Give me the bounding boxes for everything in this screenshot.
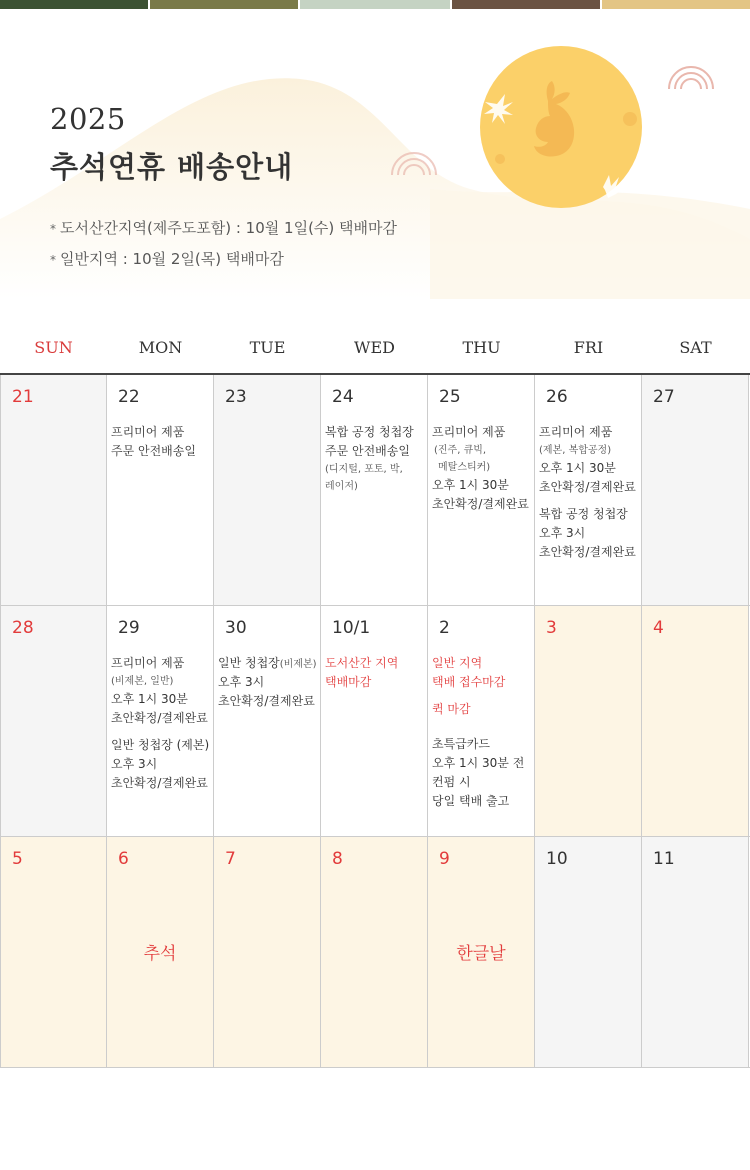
day-schedule xyxy=(218,654,318,711)
schedule-text: 오후 1시 30분 xyxy=(432,478,509,492)
weekday-sat: SAT xyxy=(679,338,712,357)
day-number: 24 xyxy=(332,387,354,407)
schedule-line xyxy=(432,459,532,476)
calendar-day xyxy=(214,606,321,836)
day-number: 28 xyxy=(12,618,34,638)
weekday-thu: THU xyxy=(462,338,501,357)
schedule-text: 오후 1시 30분 전 xyxy=(432,756,525,770)
schedule-line xyxy=(539,459,639,478)
day-schedule xyxy=(325,654,425,692)
schedule-text: 프리미어 제품 xyxy=(539,425,613,439)
calendar-grid xyxy=(0,373,750,1068)
day-number: 9 xyxy=(439,849,450,869)
schedule-text: 도서산간 지역 xyxy=(325,656,399,670)
weekday-fri: FRI xyxy=(573,338,604,357)
schedule-line xyxy=(325,478,425,495)
schedule-text: 초안확정/결제완료 xyxy=(111,711,208,725)
calendar-day xyxy=(214,375,321,605)
schedule-line xyxy=(432,442,532,459)
schedule-line xyxy=(539,505,639,524)
day-schedule xyxy=(111,654,211,793)
day-number: 3 xyxy=(546,618,557,638)
schedule-text: 오후 3시 xyxy=(218,675,265,689)
schedule-line xyxy=(432,735,532,754)
note-remote-area xyxy=(50,217,397,238)
schedule-line xyxy=(218,654,318,673)
asterisk-icon: * xyxy=(50,253,56,267)
schedule-text: 레이저) xyxy=(325,481,358,492)
schedule-line xyxy=(111,755,211,774)
day-schedule xyxy=(432,654,532,811)
schedule-line xyxy=(432,654,532,673)
day-number: 25 xyxy=(439,387,461,407)
schedule-line xyxy=(111,673,211,690)
schedule-text: 초안확정/결제완료 xyxy=(111,776,208,790)
schedule-text: 초안확정/결제완료 xyxy=(432,497,529,511)
schedule-text: 오후 1시 30분 xyxy=(539,461,616,475)
day-number: 5 xyxy=(12,849,23,869)
schedule-text: (디지털, 포토, 박, xyxy=(325,464,403,475)
schedule-line xyxy=(111,774,211,793)
schedule-text: 일반 청첩장 xyxy=(218,656,280,670)
weekday-tue: TUE xyxy=(249,338,286,357)
schedule-text: 오후 3시 xyxy=(111,757,158,771)
schedule-text: 당일 택배 출고 xyxy=(432,794,510,808)
spacer xyxy=(111,728,211,736)
schedule-text: 컨펌 시 xyxy=(432,775,471,789)
calendar-day xyxy=(107,375,214,605)
calendar-day xyxy=(642,606,749,836)
calendar-day xyxy=(321,606,428,836)
calendar-day xyxy=(107,606,214,836)
schedule-text: (비제본, 일반) xyxy=(111,676,174,687)
schedule-line xyxy=(432,773,532,792)
stripe xyxy=(0,0,148,9)
title-year: 2025 xyxy=(50,102,126,136)
stripe xyxy=(150,0,298,9)
schedule-text: 택배 접수마감 xyxy=(432,675,506,689)
stripe xyxy=(452,0,600,9)
schedule-line xyxy=(432,700,532,719)
day-schedule xyxy=(111,423,211,461)
schedule-text: 복합 공정 청첩장 xyxy=(325,425,414,439)
schedule-line xyxy=(432,792,532,811)
schedule-line xyxy=(325,461,425,478)
schedule-text: 오후 1시 30분 xyxy=(111,692,188,706)
day-number: 23 xyxy=(225,387,247,407)
note-text: 일반지역 : 10월 2일(목) 택배마감 xyxy=(60,250,284,268)
schedule-line xyxy=(539,524,639,543)
day-number: 8 xyxy=(332,849,343,869)
spacer xyxy=(432,719,532,727)
day-number: 10/1 xyxy=(332,618,371,638)
day-number: 30 xyxy=(225,618,247,638)
schedule-line xyxy=(432,476,532,495)
schedule-line xyxy=(432,423,532,442)
calendar-week xyxy=(0,606,750,837)
schedule-text: 오후 3시 xyxy=(539,526,586,540)
schedule-line xyxy=(325,442,425,461)
spacer xyxy=(432,727,532,735)
weekday-sun: SUN xyxy=(34,338,73,357)
day-schedule xyxy=(432,423,532,514)
schedule-text: 프리미어 제품 xyxy=(111,425,185,439)
day-number: 29 xyxy=(118,618,140,638)
schedule-text: 퀵 마감 xyxy=(432,702,471,716)
holiday-label: 추석 xyxy=(143,944,177,964)
schedule-suffix: (비제본) xyxy=(279,659,317,670)
stripe xyxy=(300,0,450,9)
schedule-text: 주문 안전배송일 xyxy=(325,444,410,458)
calendar-day xyxy=(0,606,107,836)
calendar-day xyxy=(214,837,321,1067)
note-general-area xyxy=(50,248,284,269)
page-title: 추석연휴 배송안내 xyxy=(50,150,294,184)
day-number: 11 xyxy=(653,849,675,869)
schedule-text: 주문 안전배송일 xyxy=(111,444,196,458)
schedule-text: (진주, 큐빅, xyxy=(434,445,487,456)
calendar-day xyxy=(642,837,749,1067)
weekday-mon: MON xyxy=(138,338,183,357)
calendar-day xyxy=(107,837,214,1067)
schedule-text: 복합 공정 청첩장 xyxy=(539,507,628,521)
holiday-label: 한글날 xyxy=(456,944,506,964)
schedule-line xyxy=(111,736,211,755)
schedule-line xyxy=(111,709,211,728)
calendar-week xyxy=(0,375,750,606)
schedule-line xyxy=(325,673,425,692)
schedule-text: 일반 청첩장 (제본) xyxy=(111,738,210,752)
day-number: 27 xyxy=(653,387,675,407)
schedule-line xyxy=(539,543,639,562)
schedule-text: 초안확정/결제완료 xyxy=(539,545,636,559)
calendar-day xyxy=(428,375,535,605)
calendar-day xyxy=(642,375,749,605)
weekday-header xyxy=(0,330,750,370)
note-text: 도서산간지역(제주도포함) : 10월 1일(수) 택배마감 xyxy=(60,219,397,237)
schedule-line xyxy=(218,692,318,711)
schedule-line xyxy=(432,754,532,773)
calendar-day xyxy=(0,837,107,1067)
calendar-day xyxy=(535,606,642,836)
schedule-line xyxy=(539,442,639,459)
schedule-line xyxy=(111,423,211,442)
calendar-day xyxy=(535,375,642,605)
day-number: 7 xyxy=(225,849,236,869)
schedule-text: 일반 지역 xyxy=(432,656,483,670)
day-number: 22 xyxy=(118,387,140,407)
day-schedule xyxy=(325,423,425,495)
day-number: 10 xyxy=(546,849,568,869)
calendar-day xyxy=(428,837,535,1067)
schedule-text: (제본, 복합공정) xyxy=(539,445,612,456)
day-number: 21 xyxy=(12,387,34,407)
weekday-wed: WED xyxy=(354,338,395,357)
schedule-line xyxy=(111,654,211,673)
schedule-text: 프리미어 제품 xyxy=(111,656,185,670)
schedule-line xyxy=(111,442,211,461)
schedule-line xyxy=(325,654,425,673)
asterisk-icon: * xyxy=(50,222,56,236)
spacer xyxy=(539,497,639,505)
schedule-line xyxy=(539,478,639,497)
schedule-text: 초안확정/결제완료 xyxy=(539,480,636,494)
schedule-line xyxy=(111,690,211,709)
day-number: 26 xyxy=(546,387,568,407)
spacer xyxy=(432,692,532,700)
schedule-line xyxy=(325,423,425,442)
stripe xyxy=(602,0,750,9)
calendar-day xyxy=(321,837,428,1067)
schedule-text: 초안확정/결제완료 xyxy=(218,694,315,708)
calendar-day xyxy=(535,837,642,1067)
calendar-day xyxy=(0,375,107,605)
schedule-text: 프리미어 제품 xyxy=(432,425,506,439)
calendar-day xyxy=(428,606,535,836)
schedule-text: 초특급카드 xyxy=(432,737,490,751)
day-schedule xyxy=(539,423,639,562)
schedule-line xyxy=(539,423,639,442)
schedule-text: 메탈스티커) xyxy=(438,462,491,473)
schedule-line xyxy=(432,495,532,514)
day-number: 2 xyxy=(439,618,450,638)
day-number: 4 xyxy=(653,618,664,638)
calendar-day xyxy=(321,375,428,605)
day-number: 6 xyxy=(118,849,129,869)
schedule-line xyxy=(218,673,318,692)
schedule-line xyxy=(432,673,532,692)
calendar-week xyxy=(0,837,750,1068)
schedule-text: 택배마감 xyxy=(325,675,372,689)
